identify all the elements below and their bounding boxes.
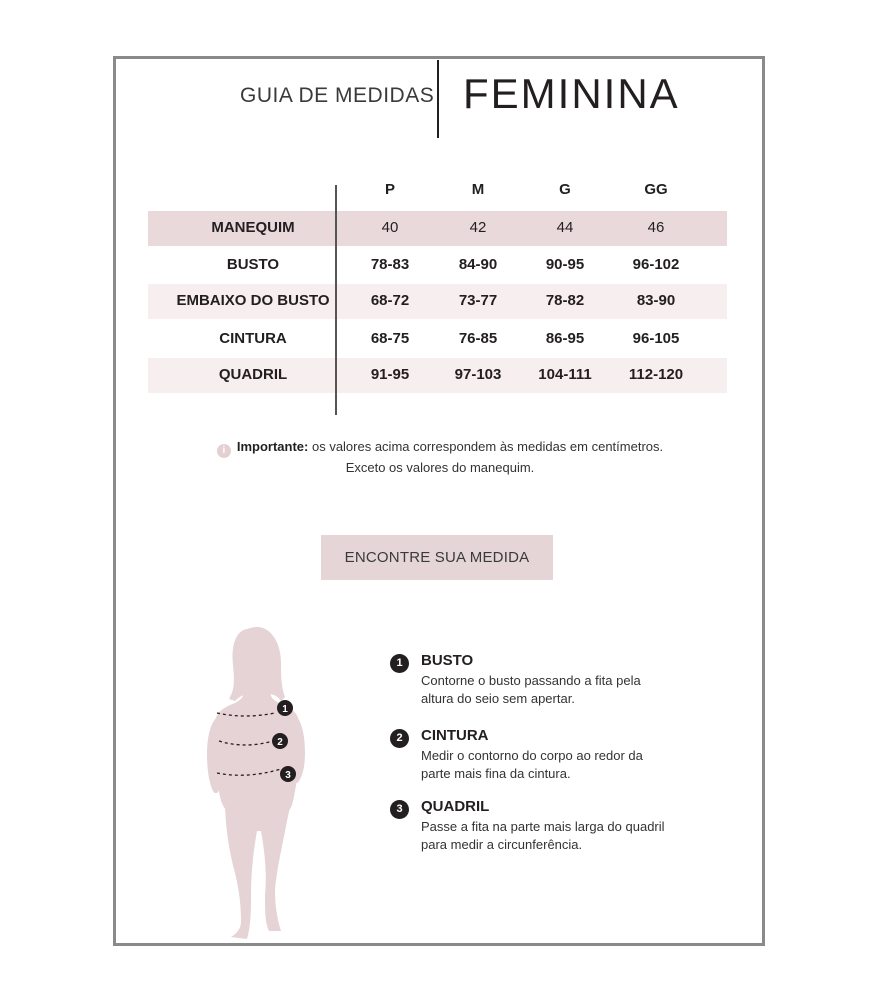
header-divider (437, 60, 439, 138)
row-label: EMBAIXO DO BUSTO (176, 292, 330, 309)
measurement-note (160, 437, 720, 477)
table-cell: 73-77 (458, 292, 498, 309)
table-cell: 96-105 (632, 330, 680, 347)
table-cell: 91-95 (370, 366, 410, 383)
size-header-gg: GG (644, 181, 668, 198)
table-cell: 40 (381, 219, 399, 236)
step-number: 2 (390, 729, 409, 748)
body-silhouette (195, 625, 325, 943)
table-cell: 104-111 (538, 366, 592, 383)
step-number: 3 (390, 800, 409, 819)
size-header-p: P (384, 181, 395, 198)
instruction-title: BUSTO (421, 652, 474, 669)
row-label: MANEQUIM (211, 219, 295, 236)
instruction-title: QUADRIL (421, 798, 490, 815)
table-cell: 83-90 (636, 292, 676, 309)
table-row-quadril (148, 358, 727, 393)
table-cell: 76-85 (458, 330, 498, 347)
figure-marker-3: 3 (285, 770, 291, 781)
instruction-description: Medir o contorno do corpo ao redor da parte mais fina da cintura. (421, 748, 643, 781)
note-line2: Exceto os valores do manequim. (345, 460, 535, 475)
table-cell: 44 (556, 219, 574, 236)
table-cell: 90-95 (545, 256, 585, 273)
table-cell: 78-82 (545, 292, 585, 309)
instruction-title: CINTURA (421, 727, 489, 744)
table-cell: 97-103 (454, 366, 502, 383)
row-label: QUADRIL (218, 366, 288, 383)
table-row-cintura (148, 322, 727, 357)
table-row-busto (148, 248, 727, 283)
table-cell: 68-72 (370, 292, 410, 309)
row-label: CINTURA (219, 330, 287, 347)
figure-marker-1: 1 (282, 704, 288, 715)
find-your-size-button[interactable]: ENCONTRE SUA MEDIDA (321, 535, 553, 580)
size-header-g: G (559, 181, 571, 198)
table-row-embaixo-do-busto (148, 284, 727, 319)
note-bold: Importante: (236, 439, 309, 454)
note-line1: os valores acima correspondem às medidas em centímetros. (308, 439, 664, 454)
instruction-description: Passe a fita na parte mais larga do quadril para medir a circunferência. (421, 819, 665, 852)
table-cell: 112-120 (628, 366, 684, 383)
step-number: 1 (390, 654, 409, 673)
table-cell: 78-83 (370, 256, 410, 273)
table-cell: 84-90 (458, 256, 498, 273)
table-cell: 42 (469, 219, 487, 236)
guide-subtitle: GUIA DE MEDIDAS (240, 84, 435, 107)
table-cell: 68-75 (370, 330, 410, 347)
guide-title: FEMININA (463, 70, 680, 117)
table-row-manequim (148, 211, 727, 246)
row-label: BUSTO (226, 256, 280, 273)
table-cell: 46 (647, 219, 665, 236)
info-icon: i (217, 444, 231, 458)
table-divider (335, 185, 337, 415)
instruction-description: Contorne o busto passando a fita pela altura do seio sem apertar. (421, 673, 641, 706)
figure-marker-2: 2 (277, 737, 283, 748)
size-header-m: M (471, 181, 485, 198)
table-cell: 86-95 (545, 330, 585, 347)
table-cell: 96-102 (632, 256, 680, 273)
